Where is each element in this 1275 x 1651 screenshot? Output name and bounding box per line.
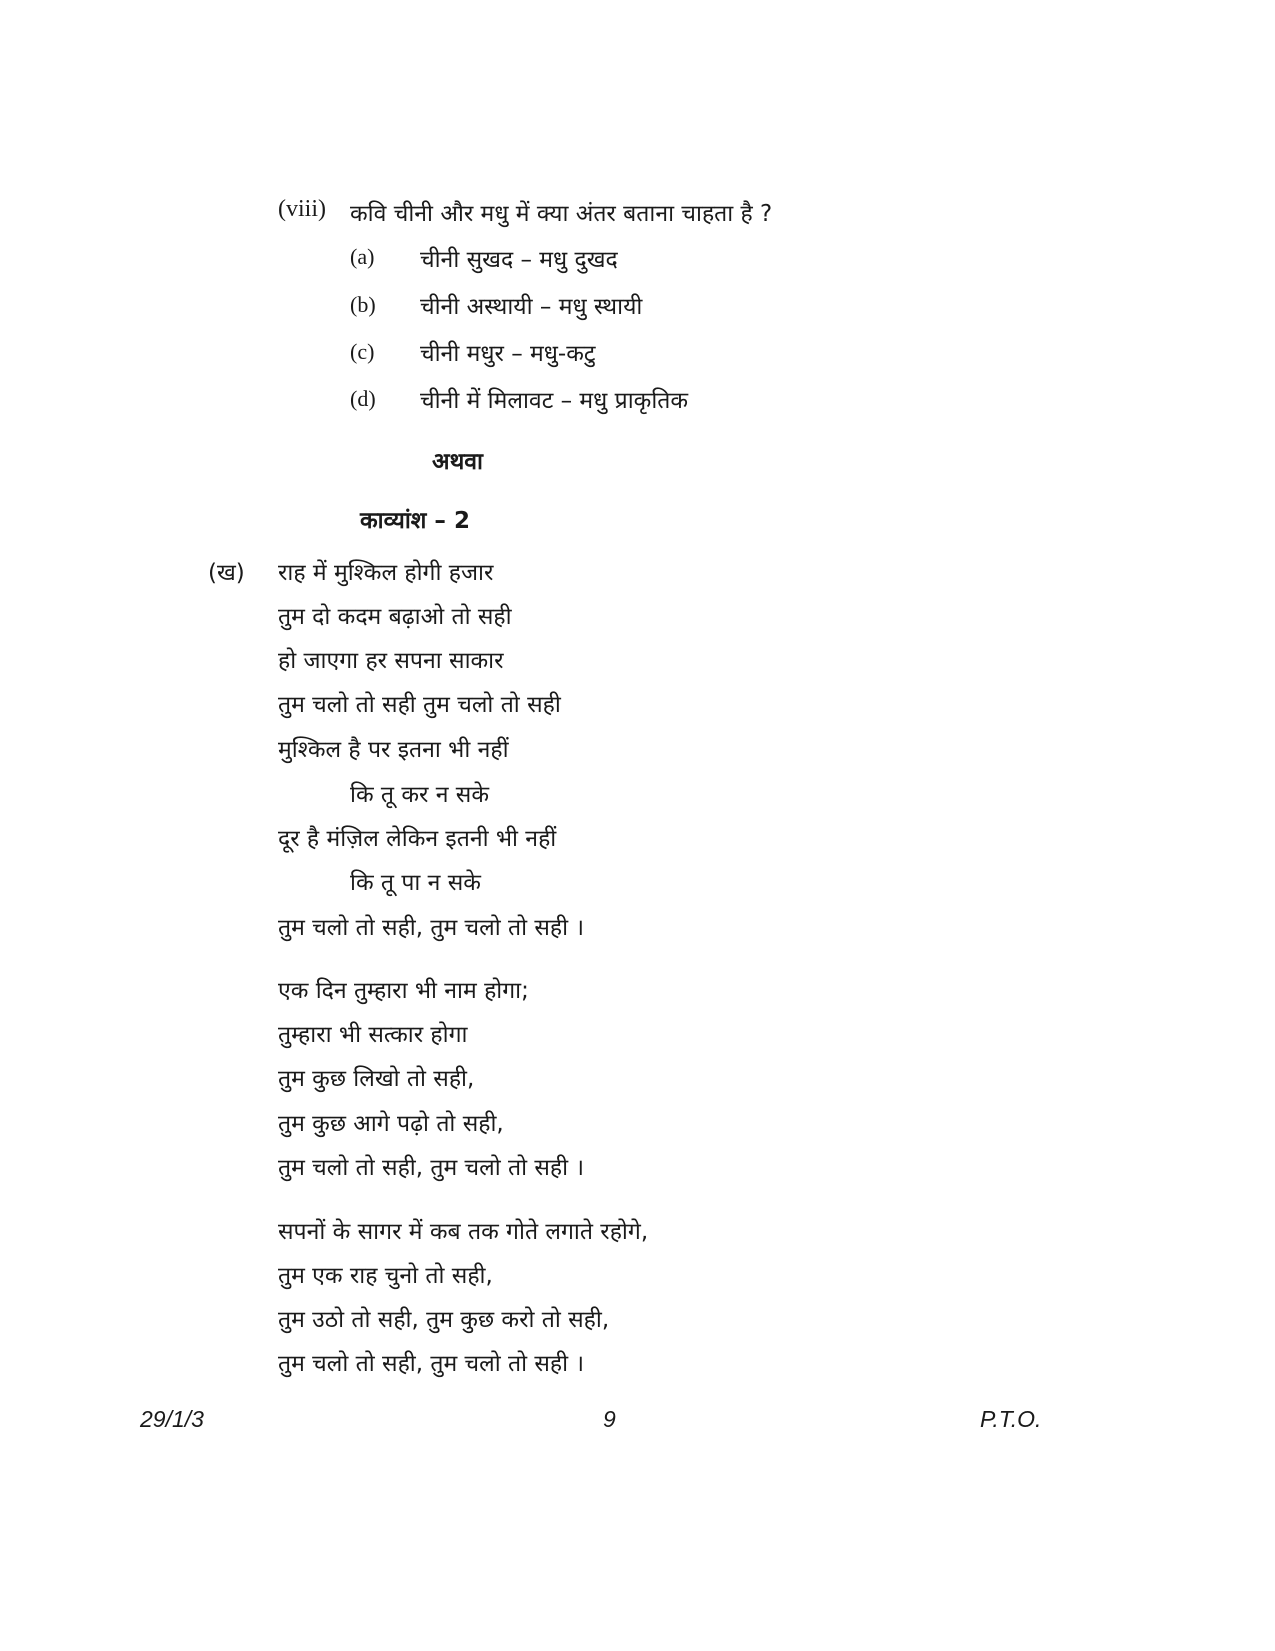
poem-line: तुम दो कदम बढ़ाओ तो सही [278, 604, 512, 630]
paper-code: 29/1/3 [140, 1406, 204, 1432]
poem-line: तुम चलो तो सही, तुम चलो तो सही । [278, 915, 585, 941]
poem-line: सपनों के सागर में कब तक गोते लगाते रहोगे, [278, 1219, 649, 1245]
poem-line: कि तू पा न सके [350, 870, 481, 896]
option-b-text: चीनी अस्थायी – मधु स्थायी [420, 294, 643, 320]
poem-line: तुम उठो तो सही, तुम कुछ करो तो सही, [278, 1307, 610, 1333]
poem-line: एक दिन तुम्हारा भी नाम होगा; [278, 978, 529, 1004]
option-c-label: (c) [350, 339, 375, 364]
question-text: कवि चीनी और मधु में क्या अंतर बताना चाहता है ? [350, 201, 773, 227]
poem-line: तुम एक राह चुनो तो सही, [278, 1263, 493, 1289]
option-d-text: चीनी में मिलावट – मधु प्राकृतिक [420, 388, 689, 414]
poem-marker: (ख) [208, 560, 245, 586]
question-number: (viii) [278, 196, 326, 222]
poem-line: तुम चलो तो सही, तुम चलो तो सही । [278, 1155, 585, 1181]
option-b-label: (b) [350, 292, 376, 317]
option-a-label: (a) [350, 244, 375, 269]
option-a-text: चीनी सुखद – मधु दुखद [420, 247, 618, 273]
page-number: 9 [603, 1406, 616, 1432]
poem-line: राह में मुश्किल होगी हजार [278, 560, 494, 586]
pto-label: P.T.O. [980, 1406, 1042, 1432]
option-c-text: चीनी मधुर – मधु-कटु [420, 341, 596, 367]
poem-line: तुम कुछ लिखो तो सही, [278, 1066, 475, 1092]
poem-line: दूर है मंज़िल लेकिन इतनी भी नहीं [278, 826, 557, 852]
poem-line: कि तू कर न सके [350, 782, 490, 808]
poem-line: तुम कुछ आगे पढ़ो तो सही, [278, 1111, 504, 1137]
poem-line: तुम चलो तो सही, तुम चलो तो सही । [278, 1351, 585, 1377]
or-label: अथवा [432, 449, 484, 475]
poem-line: हो जाएगा हर सपना साकार [278, 648, 504, 674]
section-title: काव्यांश – 2 [360, 508, 470, 534]
poem-line: मुश्किल है पर इतना भी नहीं [278, 737, 509, 763]
poem-line: तुम्हारा भी सत्कार होगा [278, 1022, 468, 1048]
option-d-label: (d) [350, 386, 376, 411]
poem-line: तुम चलो तो सही तुम चलो तो सही [278, 692, 561, 718]
